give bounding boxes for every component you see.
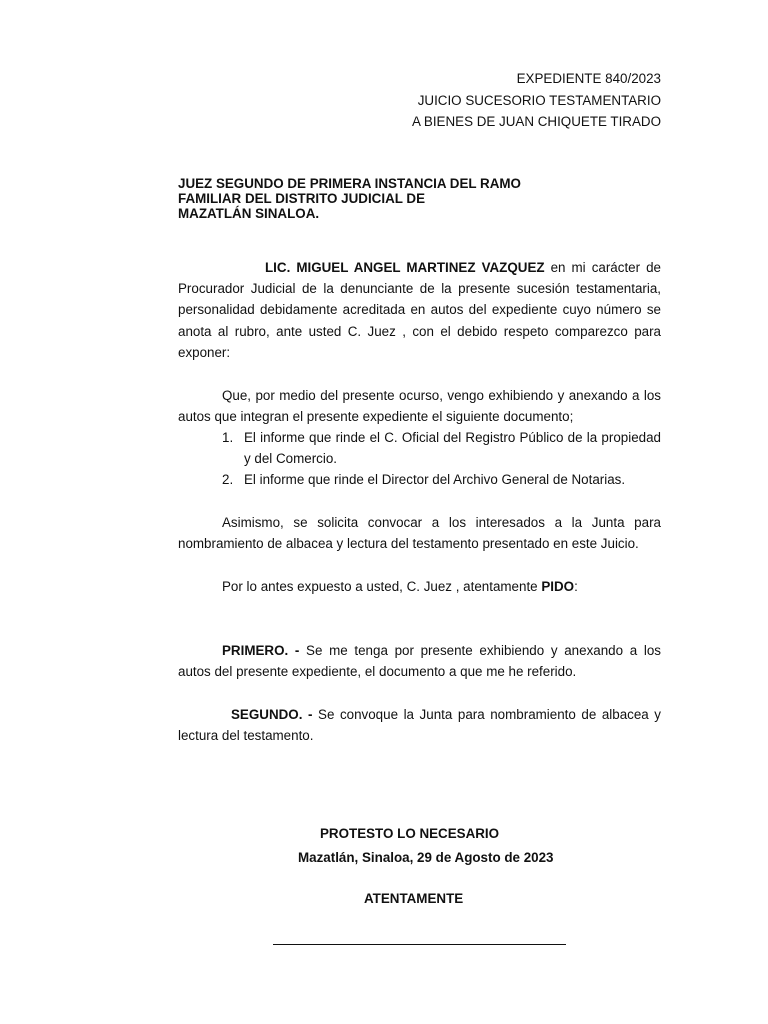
list-item-text: El informe que rinde el C. Oficial del Registro Público de la propiedad y del Comercio. — [244, 429, 661, 467]
point-text: Se me tenga por presente exhibiendo y anexando a los autos del presente expediente, el documento a que me he referido. — [178, 643, 661, 680]
case-number: EXPEDIENTE 840/2023 — [516, 71, 661, 86]
document-list — [178, 427, 661, 491]
case-subject: A BIENES DE JUAN CHIQUETE TIRADO — [411, 114, 661, 129]
petition-suffix: : — [574, 578, 578, 594]
recipient-line: MAZATLÁN SINALOA. — [178, 206, 320, 221]
petition-keyword: PIDO — [541, 578, 575, 594]
request-paragraph: Asimismo, se solicita convocar a los interesados a la Junta para nombramiento de albacea y lectura del testamento presentado en este Juicio. — [178, 515, 661, 552]
case-type: JUICIO SUCESORIO TESTAMENTARIO — [417, 92, 661, 108]
list-item-text: El informe que rinde el Director del Archivo General de Notarias. — [244, 472, 626, 488]
recipient-line: JUEZ SEGUNDO DE PRIMERA INSTANCIA DEL RAMO — [178, 176, 521, 191]
atentamente-line: ATENTAMENTE — [364, 891, 464, 906]
point-first — [178, 640, 661, 682]
list-item — [178, 427, 661, 469]
point-text: Se convoque la Junta para nombramiento de albacea y lectura del testamento. — [178, 707, 661, 744]
point-label: SEGUNDO. - — [231, 707, 313, 723]
case-header — [412, 68, 661, 133]
recipient-block — [178, 176, 521, 221]
protesto-line: PROTESTO LO NECESARIO — [320, 826, 500, 841]
list-item — [178, 469, 661, 490]
point-second — [178, 704, 661, 746]
list-number: 2. — [222, 472, 234, 488]
petition-paragraph — [178, 576, 661, 597]
attorney-name: LIC. MIGUEL ANGEL MARTINEZ VAZQUEZ — [265, 260, 545, 275]
signature-line — [273, 944, 566, 945]
petition-text: Por lo antes expuesto a usted, C. Juez , atentamente — [222, 578, 542, 594]
point-label: PRIMERO. - — [222, 643, 300, 659]
exhibit-paragraph: Que, por medio del presente ocurso, vengo exhibiendo y anexando a los autos que integran el presente expediente el siguiente documento; — [178, 387, 661, 424]
recipient-line: FAMILIAR DEL DISTRITO JUDICIAL DE — [178, 191, 425, 206]
intro-paragraph — [178, 257, 661, 363]
document-body — [178, 257, 661, 746]
intro-text: en mi carácter de Procurador Judicial de la denunciante de la presente sucesión testamentaria, personalidad debidamente acreditada en autos del expediente cuyo número se anota al rubro, ante usted C. Juez , con el debido respeto comparezco para exponer: — [178, 260, 661, 360]
place-date-line: Mazatlán, Sinaloa, 29 de Agosto de 2023 — [298, 850, 554, 865]
list-number: 1. — [222, 429, 234, 445]
